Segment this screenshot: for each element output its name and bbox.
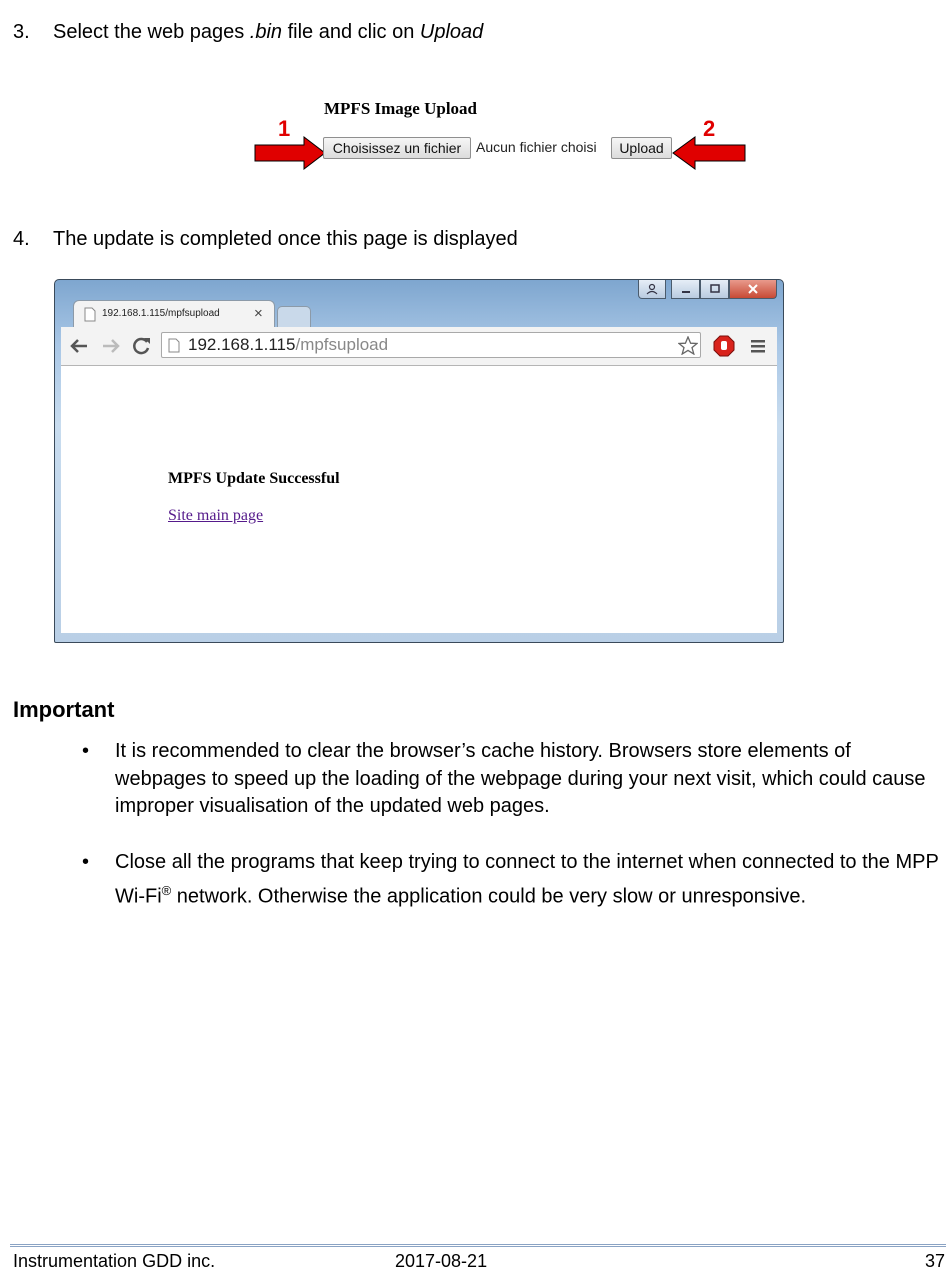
- tab-title: 192.168.1.115/mpfsupload: [102, 308, 220, 319]
- close-window-button[interactable]: [729, 280, 777, 299]
- step-text: The update is completed once this page is displayed: [53, 228, 518, 250]
- no-file-chosen-text: Aucun fichier choisi: [476, 139, 597, 155]
- browser-viewport: [61, 366, 777, 633]
- callout-number-2: 2: [703, 116, 716, 141]
- footer-page-number: 37: [924, 1251, 945, 1271]
- callout-number-1: 1: [278, 116, 291, 141]
- url-text: 192.168.1.115/mpfsupload: [188, 335, 389, 354]
- arrow-right-icon: [254, 136, 326, 170]
- important-bullet-1: It is recommended to clear the browser’s cache history. Browsers store elements of webpages to speed up the loading of the webpage during your next visit, which could cause improper visualisation of the updated web pages.: [115, 740, 926, 817]
- back-icon[interactable]: [69, 337, 89, 355]
- footer-divider: [10, 1244, 946, 1247]
- menu-icon[interactable]: [750, 338, 766, 354]
- footer-date: 2017-08-21: [395, 1251, 488, 1271]
- upload-button[interactable]: Upload: [611, 137, 672, 159]
- site-main-page-link[interactable]: Site main page: [168, 507, 264, 524]
- user-icon[interactable]: [638, 280, 666, 299]
- important-bullet-2: Close all the programs that keep trying to connect to the internet when connected to the MPP Wi-Fi® network. Otherwise the application could be very slow or unresponsive.: [115, 851, 939, 908]
- step-number: 3.: [13, 21, 30, 43]
- page-icon: [84, 307, 96, 322]
- reload-icon[interactable]: [132, 336, 152, 356]
- adblock-stop-icon[interactable]: [713, 335, 735, 357]
- upload-form-title: MPFS Image Upload: [324, 99, 477, 118]
- arrow-left-icon: [672, 136, 746, 170]
- update-success-heading: MPFS Update Successful: [168, 470, 340, 487]
- footer-company: Instrumentation GDD inc.: [13, 1251, 216, 1271]
- page-icon: [168, 338, 180, 353]
- upload-form-figure: [250, 94, 750, 174]
- forward-icon[interactable]: [101, 337, 121, 355]
- browser-tab[interactable]: [73, 300, 275, 329]
- bullet-icon: •: [82, 851, 90, 873]
- tab-close-icon[interactable]: ×: [254, 305, 263, 322]
- important-heading: Important: [13, 697, 115, 722]
- step-text: Select the web pages .bin file and clic on Upload: [53, 21, 484, 43]
- step-number: 4.: [13, 228, 30, 250]
- maximize-button[interactable]: [700, 280, 729, 299]
- browser-window: [54, 279, 784, 643]
- minimize-button[interactable]: [671, 280, 700, 299]
- choose-file-button[interactable]: Choisissez un fichier: [323, 137, 471, 159]
- address-bar[interactable]: [161, 332, 701, 358]
- bullet-icon: •: [82, 740, 90, 762]
- browser-toolbar: [61, 327, 777, 366]
- new-tab-button[interactable]: [277, 306, 311, 327]
- bookmark-star-icon[interactable]: [678, 336, 698, 355]
